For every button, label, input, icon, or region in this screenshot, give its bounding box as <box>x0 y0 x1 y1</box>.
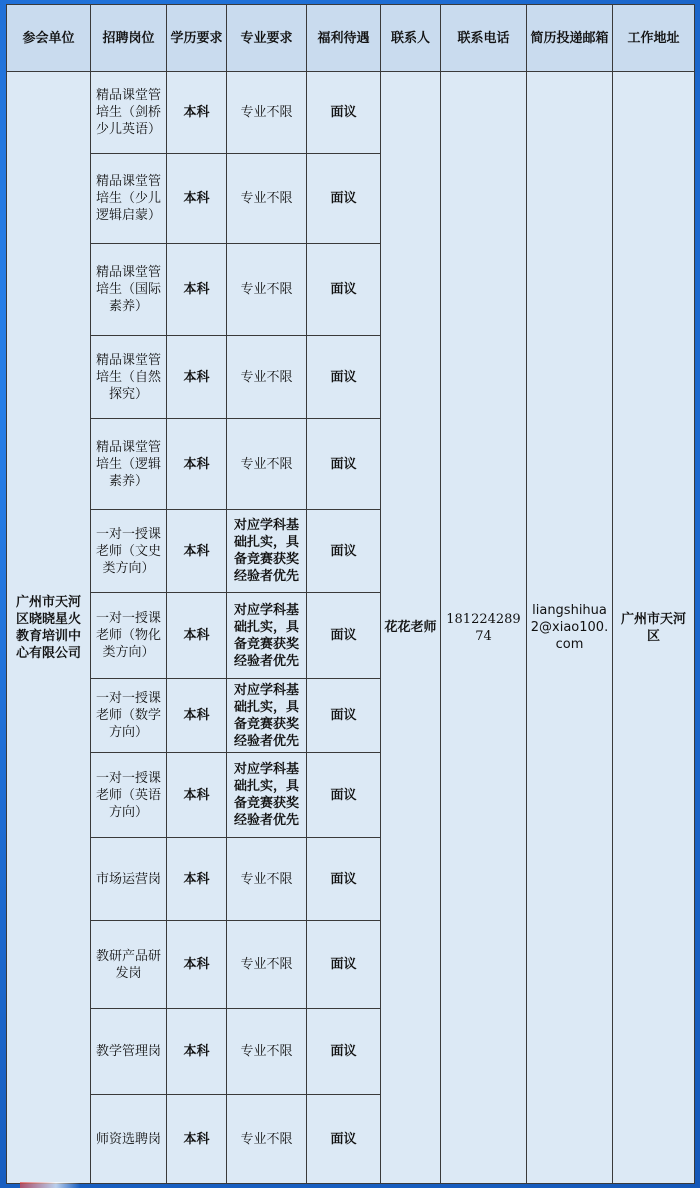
header-email: 简历投递邮箱 <box>527 5 613 72</box>
education-cell: 本科 <box>167 336 227 419</box>
education-cell: 本科 <box>167 72 227 154</box>
position-cell: 精品课堂管培生（少儿逻辑启蒙） <box>91 154 167 244</box>
recruitment-table <box>6 4 695 1184</box>
benefits-cell: 面议 <box>307 419 381 510</box>
major-cell: 专业不限 <box>227 154 307 244</box>
decorative-corner <box>20 1182 80 1188</box>
header-row <box>7 5 695 72</box>
header-address: 工作地址 <box>613 5 695 72</box>
education-cell: 本科 <box>167 753 227 838</box>
major-cell: 专业不限 <box>227 921 307 1009</box>
education-cell: 本科 <box>167 838 227 921</box>
position-cell: 一对一授课老师（物化类方向） <box>91 593 167 679</box>
resume-email: liangshihua2@xiao100.com <box>527 72 613 1184</box>
contact-name: 花花老师 <box>381 72 441 1184</box>
position-cell: 一对一授课老师（英语方向） <box>91 753 167 838</box>
header-phone: 联系电话 <box>441 5 527 72</box>
position-cell: 精品课堂管培生（逻辑素养） <box>91 419 167 510</box>
contact-phone: 18122428974 <box>441 72 527 1184</box>
education-cell: 本科 <box>167 419 227 510</box>
major-cell: 专业不限 <box>227 244 307 336</box>
position-cell: 精品课堂管培生（自然探究） <box>91 336 167 419</box>
major-cell: 对应学科基础扎实，具备竞赛获奖经验者优先 <box>227 753 307 838</box>
major-cell: 专业不限 <box>227 1095 307 1184</box>
major-cell: 专业不限 <box>227 72 307 154</box>
benefits-cell: 面议 <box>307 154 381 244</box>
benefits-cell: 面议 <box>307 244 381 336</box>
major-cell: 对应学科基础扎实，具备竞赛获奖经验者优先 <box>227 593 307 679</box>
position-cell: 一对一授课老师（数学方向） <box>91 679 167 753</box>
company-name: 广州市天河区晓晓星火教育培训中心有限公司 <box>7 72 91 1184</box>
header-education: 学历要求 <box>167 5 227 72</box>
major-cell: 对应学科基础扎实，具备竞赛获奖经验者优先 <box>227 510 307 593</box>
position-cell: 师资选聘岗 <box>91 1095 167 1184</box>
benefits-cell: 面议 <box>307 72 381 154</box>
header-major: 专业要求 <box>227 5 307 72</box>
position-cell: 精品课堂管培生（剑桥少儿英语） <box>91 72 167 154</box>
header-position: 招聘岗位 <box>91 5 167 72</box>
major-cell: 专业不限 <box>227 419 307 510</box>
education-cell: 本科 <box>167 244 227 336</box>
benefits-cell: 面议 <box>307 679 381 753</box>
benefits-cell: 面议 <box>307 838 381 921</box>
benefits-cell: 面议 <box>307 1095 381 1184</box>
header-company: 参会单位 <box>7 5 91 72</box>
education-cell: 本科 <box>167 921 227 1009</box>
header-contact: 联系人 <box>381 5 441 72</box>
education-cell: 本科 <box>167 679 227 753</box>
position-cell: 一对一授课老师（文史类方向） <box>91 510 167 593</box>
header-benefits: 福利待遇 <box>307 5 381 72</box>
benefits-cell: 面议 <box>307 510 381 593</box>
education-cell: 本科 <box>167 1009 227 1095</box>
work-address: 广州市天河区 <box>613 72 695 1184</box>
position-cell: 精品课堂管培生（国际素养） <box>91 244 167 336</box>
major-cell: 专业不限 <box>227 336 307 419</box>
major-cell: 对应学科基础扎实，具备竞赛获奖经验者优先 <box>227 679 307 753</box>
table-row <box>7 72 695 154</box>
education-cell: 本科 <box>167 1095 227 1184</box>
education-cell: 本科 <box>167 593 227 679</box>
benefits-cell: 面议 <box>307 753 381 838</box>
education-cell: 本科 <box>167 154 227 244</box>
benefits-cell: 面议 <box>307 336 381 419</box>
benefits-cell: 面议 <box>307 593 381 679</box>
major-cell: 专业不限 <box>227 1009 307 1095</box>
benefits-cell: 面议 <box>307 1009 381 1095</box>
major-cell: 专业不限 <box>227 838 307 921</box>
position-cell: 教学管理岗 <box>91 1009 167 1095</box>
position-cell: 市场运营岗 <box>91 838 167 921</box>
page-frame <box>6 4 694 1182</box>
education-cell: 本科 <box>167 510 227 593</box>
position-cell: 教研产品研发岗 <box>91 921 167 1009</box>
benefits-cell: 面议 <box>307 921 381 1009</box>
